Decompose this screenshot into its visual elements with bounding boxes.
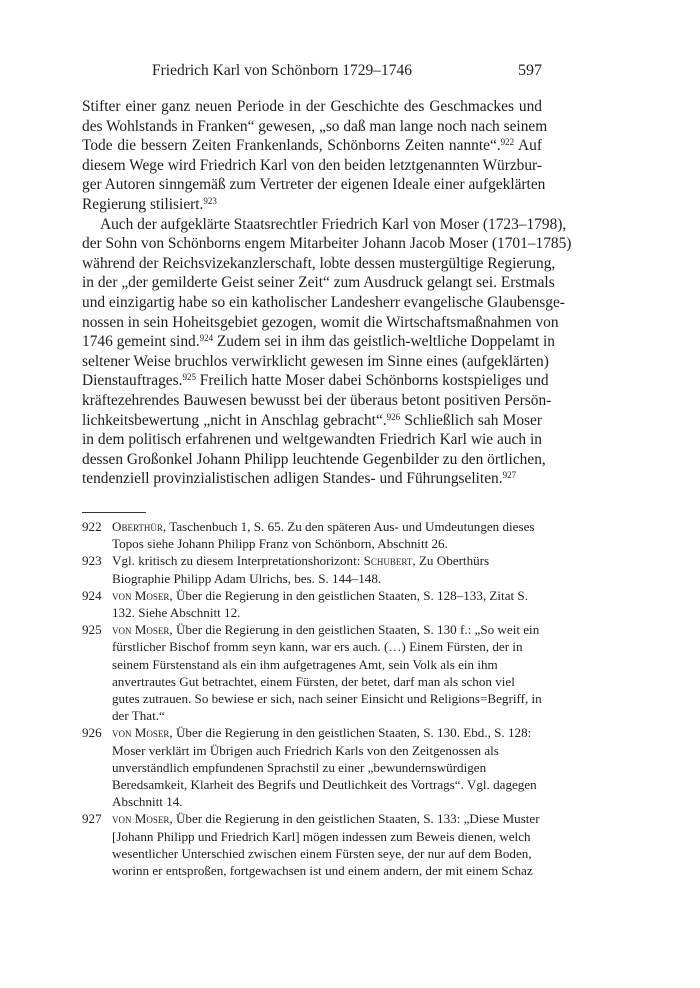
paragraph-2	[82, 215, 572, 489]
footnote-text: , Über die Regierung in den geistlichen Staaten, S. 133: „Diese Muster [Johann Philipp und Friedrich Karl] mögen indessen zum Beweis dienen, welch wesentlicher Unterschied zwischen einem Fürsten seye, der nur auf dem Boden, worinn er entsproßen, fortgewachsen ist und einem andern, der mit einem Schaz	[112, 811, 540, 879]
text-line: seltener Weise bruchlos verwirklicht gewesen im Sinne eines (aufgeklärten)	[82, 352, 549, 370]
text-line: des Wohlstands in Franken“ gewesen, „so daß man lange noch nach seinem	[82, 117, 548, 135]
footnote-rule	[82, 512, 146, 513]
footnote-924	[82, 587, 542, 621]
paragraph-1	[82, 97, 548, 215]
footnote-prefix: Vgl. kritisch zu diesem Interpretationshorizont:	[112, 553, 364, 569]
text-line: tendenziell provinzialistischen adligen Standes- und Führungseliten.$^{927}$	[82, 470, 517, 488]
footnote-ref: 922	[500, 137, 515, 148]
running-title: Friedrich Karl von Schönborn 1729–1746	[151, 62, 413, 79]
footnote-text: , Über die Regierung in den geistlichen Staaten, S. 130. Ebd., S. 128: Moser verklärt im Übrigen auch Friedrich Karls von den Zeitgenossen als unverständlich empfundenen Sprachstil zu einer „bewundernswürdigen Beredsamkeit, Klarheit des Begrifs und Deutlichkeit des Vortrags“. Vgl. dagegen Abschnitt 14.	[112, 725, 537, 810]
footnote-text: , Zu Oberthürs Biographie Philipp Adam Ulrichs, bes. S. 144–148.	[112, 553, 490, 586]
author-name: von Moser	[112, 587, 170, 603]
text-line: dessen Großonkel Johann Philipp leuchtende Gegenbilder zu den örtlichen,	[82, 450, 546, 468]
author-name: Oberthür	[112, 519, 163, 534]
main-text	[82, 97, 572, 489]
footnote-number: 926	[82, 725, 102, 741]
author-name: von Moser	[112, 622, 170, 638]
text-line: Dienstauftrages.$^{925}$ Freilich hatte Moser dabei Schönborns kostspieliges und	[82, 372, 549, 390]
text-line: und einzigartig habe so ein katholischer Landesherr evangelische Glaubensge-	[82, 293, 565, 311]
text-line: Stifter einer ganz neuen Periode in der Geschichte des Geschmackes und	[82, 98, 542, 115]
footnotes	[82, 518, 542, 879]
footnote-926	[82, 724, 542, 810]
footnote-ref: 923	[203, 195, 217, 206]
footnote-number: 927	[82, 811, 102, 827]
text-line: Regierung stilisiert.$^{923}$	[82, 195, 217, 213]
text-line: Auch der aufgeklärte Staatsrechtler Friedrich Karl von Moser (1723–1798),	[100, 215, 567, 233]
footnote-922	[82, 518, 542, 552]
footnote-927	[82, 810, 542, 879]
footnote-number: 922	[82, 519, 102, 534]
text-line: Tode die bessern Zeiten Frankenlands, Schönborns Zeiten nannte“.$^{922}$ Auf	[82, 137, 542, 155]
text-line: in dem politisch erfahrenen und weltgewandten Friedrich Karl wie auch in	[82, 431, 542, 449]
text-line: 1746 gemeint sind.$^{924}$ Zudem sei in ihm das geistlich-weltliche Doppelamt in	[82, 333, 556, 351]
text-line: kräftezehrendes Bauwesen bewusst bei der überaus betont positiven Persön-	[82, 391, 552, 409]
author-name: Schubert	[363, 553, 413, 569]
text-line: der Sohn von Schönborns engem Mitarbeiter Johann Jacob Moser (1701–1785)	[82, 235, 572, 253]
footnote-ref: 925	[182, 372, 196, 383]
footnote-number: 923	[82, 553, 102, 569]
footnote-text: , Taschenbuch 1, S. 65. Zu den späteren Aus- und Umdeutungen dieses Topos siehe Johann Philipp Franz von Schönborn, Abschnitt 26.	[112, 519, 535, 552]
footnote-number: 924	[82, 587, 102, 603]
text-line: in der „der gemilderte Geist seiner Zeit“ zum Ausdruck gelangt sei. Erstmals	[82, 274, 555, 292]
footnote-ref: 924	[199, 333, 214, 344]
text-line: während der Reichsvizekanzlerschaft, lobte dessen mustergültige Regierung,	[82, 254, 556, 272]
footnote-ref: 927	[502, 470, 517, 481]
footnote-925	[82, 621, 542, 724]
page-number: 597	[518, 62, 542, 79]
footnote-number: 925	[82, 622, 102, 638]
text-line: nossen in sein Hoheitsgebiet gezogen, womit die Wirtschaftsmaßnahmen von	[82, 313, 559, 331]
author-name: von Moser	[112, 725, 170, 741]
text-line: ger Autoren sinngemäß zum Vertreter der eigenen Ideale einer aufgeklärten	[82, 176, 546, 194]
text-line: diesem Wege wird Friedrich Karl von den beiden letztgenannten Würzbur-	[82, 156, 542, 174]
text-line: lichkeitsbewertung „nicht in Anschlag gebracht“.$^{926}$ Schließlich sah Moser	[82, 411, 542, 429]
footnote-923	[82, 552, 542, 586]
footnote-ref: 926	[386, 411, 401, 422]
author-name: von Moser	[112, 811, 170, 827]
footnote-text: , Über die Regierung in den geistlichen Staaten, S. 128–133, Zitat S. 132. Siehe Abschnitt 12.	[112, 587, 528, 621]
footnote-text: , Über die Regierung in den geistlichen Staaten, S. 130 f.: „So weit ein fürstlicher Bischof fromm seyn kann, war ers auch. (…) Einem Fürsten, der in seinem Fürstenstand als ein ihm aufgetragenes Amt, sein Volk als ein ihm anvertrautes Gut betrachtet, einem Fürsten, der betet, darf man als schon viel gutes zutrauen. So bewiese er sich, nach seiner Einsicht und Religions=Begriff, in der That.“	[112, 622, 542, 724]
